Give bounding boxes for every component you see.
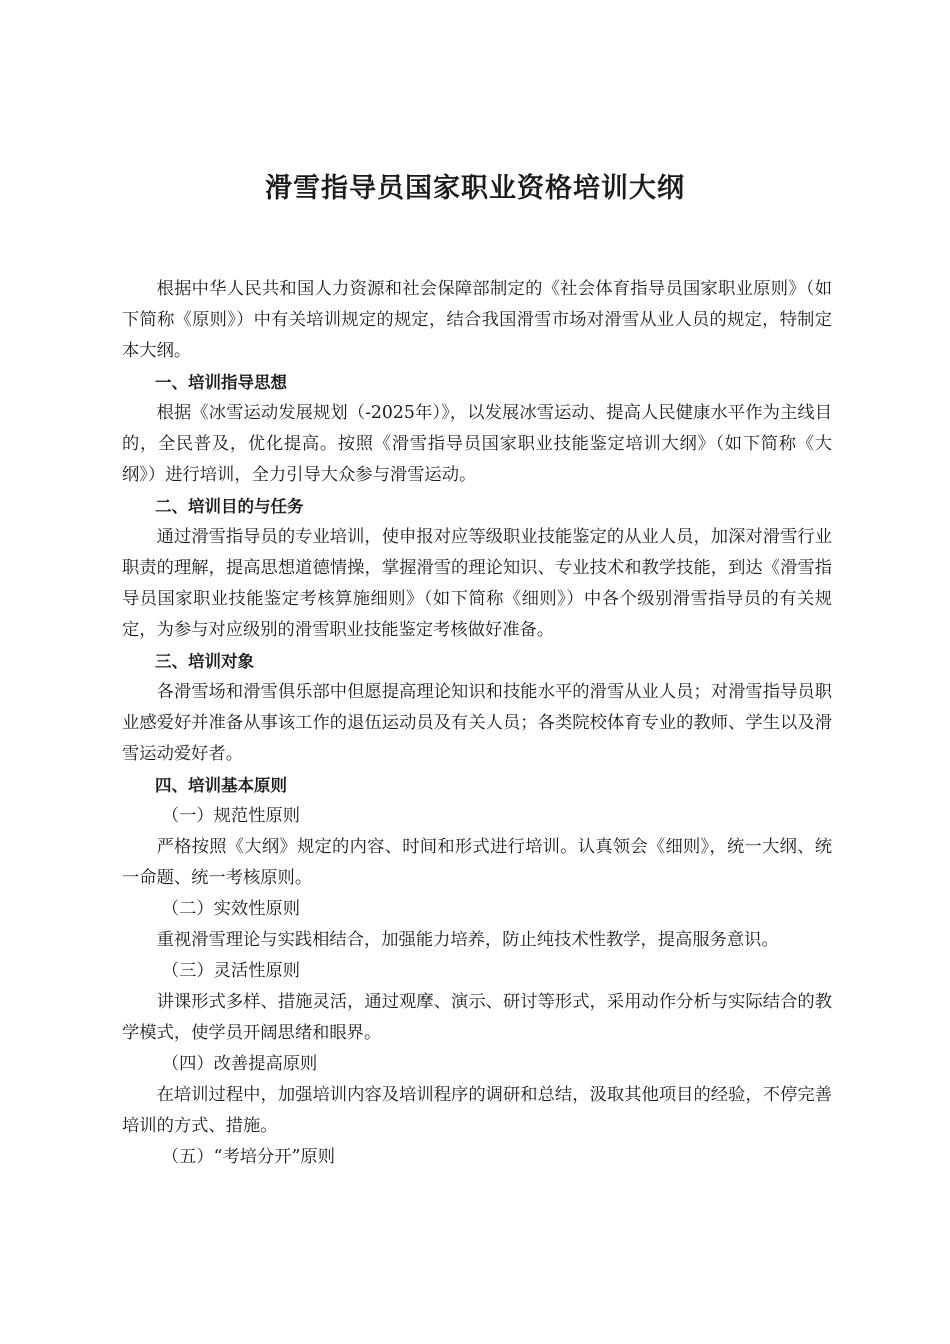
principle-label-5: （五）“考培分开”原则	[161, 1147, 335, 1167]
section-text-3: 各滑雪场和滑雪俱乐部中但愿提高理论知识和技能水平的滑雪从业人员；对滑雪指导员职业感爱好并准备从事该工作的退伍运动员及有关人员；各类院校体育专业的教师、学生以及滑雪运动爱好者。	[122, 682, 832, 764]
section-heading-3: 三、培训对象	[155, 652, 254, 671]
principle-text-2: 重视滑雪理论与实践相结合，加强能力培养，防止纯技术性教学，提高服务意识。	[156, 930, 779, 950]
principle-text-4: 在培训过程中，加强培训内容及培训程序的调研和总结，汲取其他项目的经验，不停完善培训的方式、措施。	[122, 1085, 832, 1136]
principle-label-2: （二）实效性原则	[161, 899, 301, 919]
intro-paragraph: 根据中华人民共和国人力资源和社会保障部制定的《社会体育指导员国家职业原则》（如下简称《原则》）中有关培训规定的规定，结合我国滑雪市场对滑雪从业人员的规定，特制定本大纲。	[122, 279, 832, 361]
section-heading-1: 一、培训指导思想	[155, 373, 287, 392]
section-heading-4: 四、培训基本原则	[155, 776, 287, 795]
document-title: 滑雪指导员国家职业资格培训大纲	[265, 173, 685, 204]
principle-label-3: （三）灵活性原则	[161, 961, 301, 981]
section-text-1: 根据《冰雪运动发展规划（-2025年）》，以发展冰雪运动、提高人民健康水平作为主线目的，全民普及，优化提高。按照《滑雪指导员国家职业技能鉴定培训大纲》（如下简称《大纲》）进行培训，全力引导大众参与滑雪运动。	[122, 403, 832, 485]
principle-label-1: （一）规范性原则	[161, 806, 301, 826]
section-text-2: 通过滑雪指导员的专业培训，使申报对应等级职业技能鉴定的从业人员，加深对滑雪行业职责的理解，提高思想道德情操，掌握滑雪的理论知识、专业技术和教学技能，到达《滑雪指导员国家职业技能鉴定考核算施细则》（如下简称《细则》）中各个级别滑雪指导员的有关规定，为参与对应级别的滑雪职业技能鉴定考核做好准备。	[122, 527, 832, 640]
section-heading-2: 二、培训目的与任务	[155, 497, 304, 516]
principle-label-4: （四）改善提高原则	[161, 1054, 318, 1074]
principle-text-1: 严格按照《大纲》规定的内容、时间和形式进行培训。认真领会《细则》，统一大纲、统一命题、统一考核原则。	[122, 837, 832, 888]
principle-text-3: 讲课形式多样、措施灵活，通过观摩、演示、研讨等形式，采用动作分析与实际结合的教学模式，使学员开阔思绪和眼界。	[122, 992, 832, 1043]
document-body	[122, 274, 832, 1173]
